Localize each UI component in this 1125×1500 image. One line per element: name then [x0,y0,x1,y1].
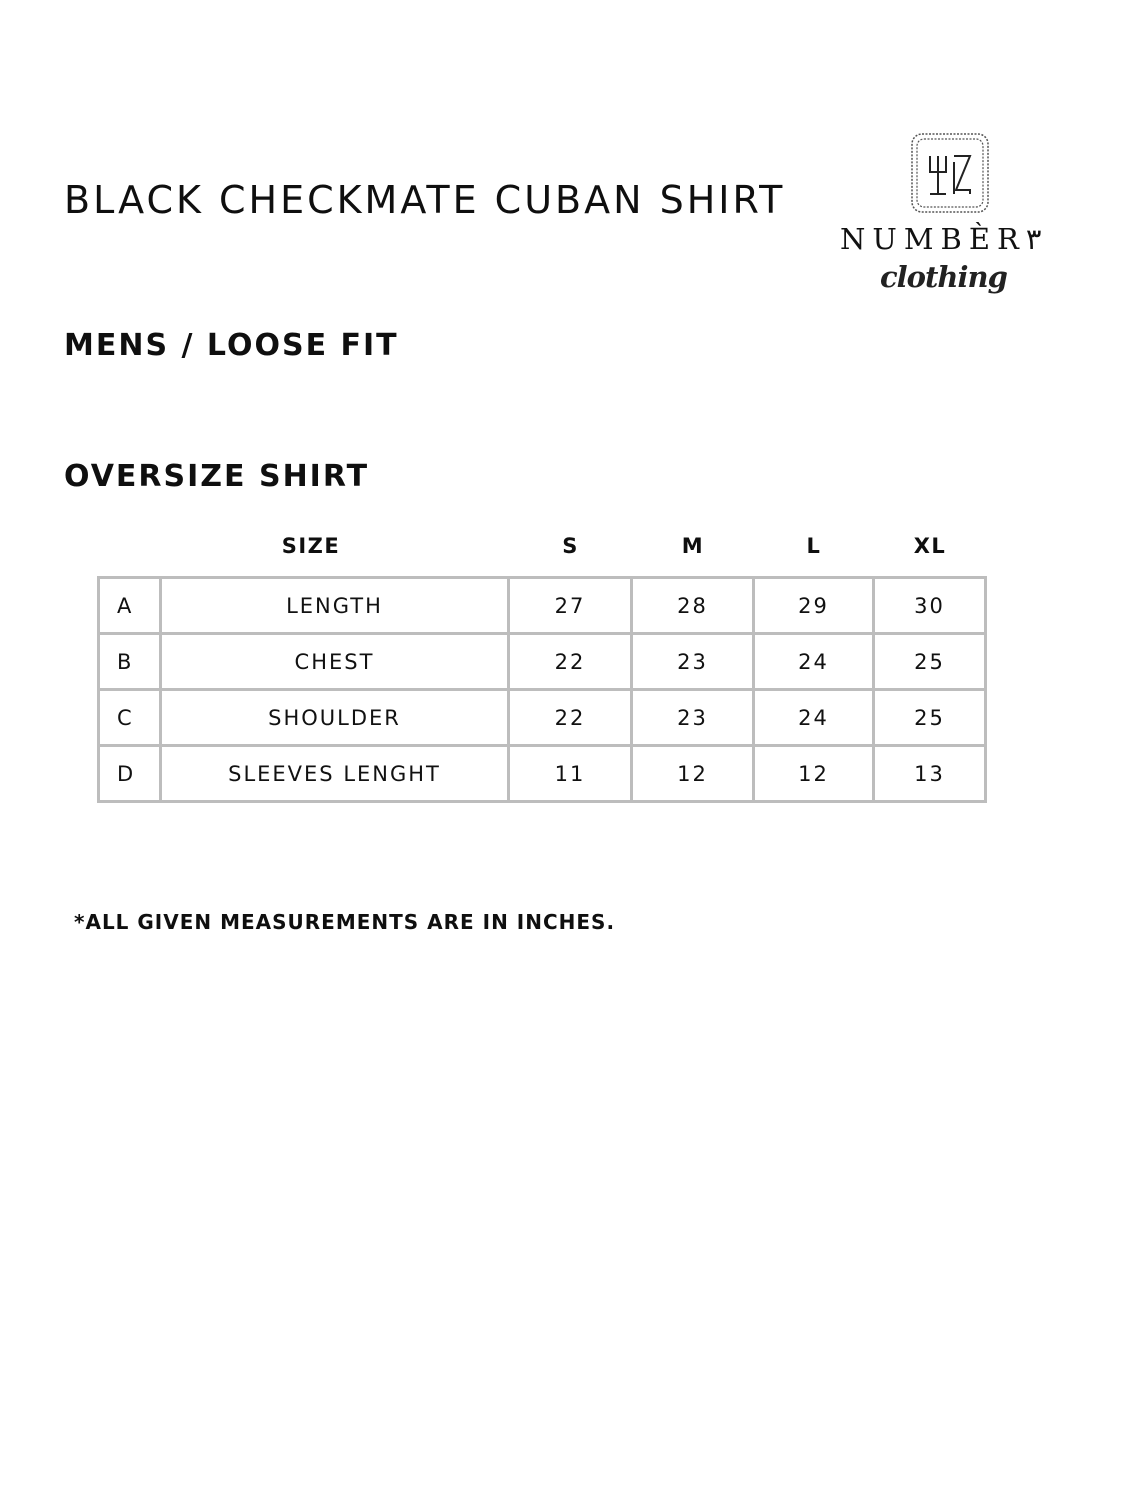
measurement-label: SLEEVES LENGHT [161,746,509,802]
row-code: A [99,578,161,634]
category-heading: OVERSIZE SHIRT [64,459,370,494]
size-header-l: L [806,534,822,558]
size-column-label: SIZE [281,534,341,558]
brand-logo [835,130,1075,305]
measurement-footnote: *ALL GIVEN MEASUREMENTS ARE IN INCHES. [74,910,616,934]
row-code: D [99,746,161,802]
measurement-value: 22 [509,690,632,746]
product-title: BLACK CHECKMATE CUBAN SHIRT [64,178,786,222]
measurement-value: 13 [874,746,986,802]
size-table-header [99,534,987,564]
measurement-value: 24 [754,634,874,690]
fit-heading: MENS / LOOSE FIT [64,328,399,363]
brand-subline: clothing [880,260,1007,294]
row-code: B [99,634,161,690]
table-row [99,634,986,690]
measurement-value: 24 [754,690,874,746]
row-code: C [99,690,161,746]
measurement-value: 27 [509,578,632,634]
size-table [97,576,987,803]
measurement-label: LENGTH [161,578,509,634]
size-header-s: S [562,534,579,558]
measurement-value: 25 [874,634,986,690]
measurement-value: 23 [632,634,754,690]
measurement-value: 22 [509,634,632,690]
size-header-xl: XL [913,534,947,558]
measurement-label: SHOULDER [161,690,509,746]
measurement-value: 28 [632,578,754,634]
size-header-m: M [681,534,705,558]
measurement-label: CHEST [161,634,509,690]
measurement-value: 25 [874,690,986,746]
table-row [99,578,986,634]
table-row [99,746,986,802]
monogram-logo-icon [910,132,990,214]
measurement-value: 11 [509,746,632,802]
table-row [99,690,986,746]
measurement-value: 12 [632,746,754,802]
measurement-value: 12 [754,746,874,802]
measurement-value: 23 [632,690,754,746]
measurement-value: 29 [754,578,874,634]
measurement-value: 30 [874,578,986,634]
brand-wordmark: NUMBÈR٣ [840,222,1042,256]
